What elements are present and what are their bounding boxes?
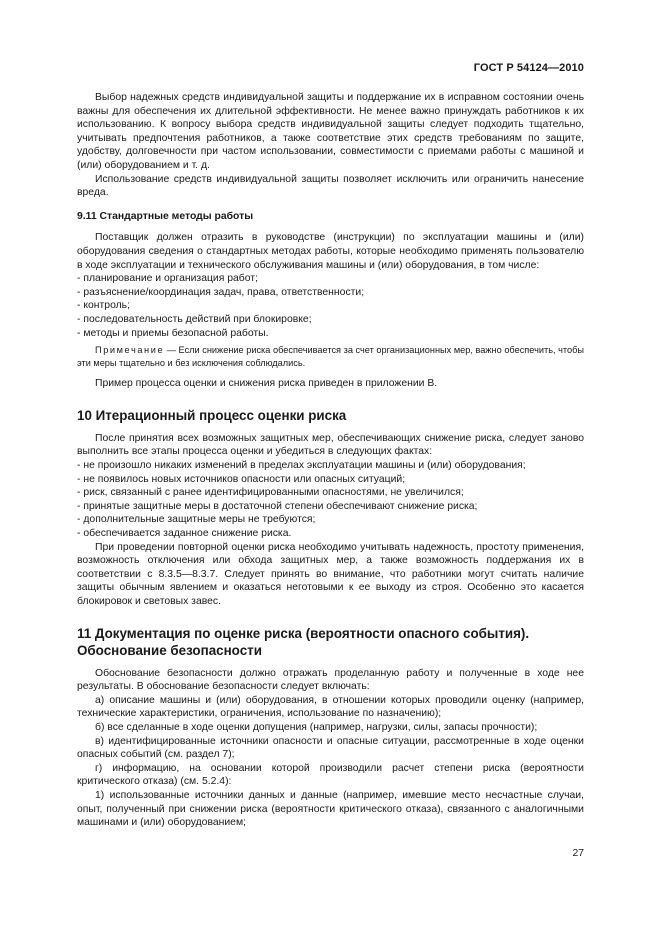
section-11-intro: Обоснование безопасности должно отражать проделанную работу и полученные в ходе нее результаты. В обоснование безопасности следует включать: [77,667,584,693]
section-11-heading-line2: Обоснование безопасности [77,642,262,658]
section-9-11-heading: 9.11 Стандартные методы работы [77,210,254,222]
list-item: - контроль; [77,300,130,312]
page-number: 27 [572,848,584,859]
list-item: - планирование и организация работ; [77,273,258,285]
note-text: — Если снижение риска обеспечивается за счет организационных мер, важно обеспечить, чтобы эти меры тщательно и без исключения соблюдались. [77,345,584,368]
list-item: - дополнительные защитные меры не требуются; [77,514,316,526]
section-10-heading: 10 Итерационный процесс оценки риска [77,407,347,423]
section-10-list [77,459,584,541]
list-item: 1) использованные источники данных и данные (например, имевшие место несчастные случаи, опыт, полученный при снижении риска (вероятности критического отказа), связанного с аналогичными машинами и (или) оборудованием; [77,789,584,829]
list-item: а) описание машины и (или) оборудования, в отношении которых проводили оценку (например, технические характеристики, ограничения, использование по назначению); [77,694,584,720]
list-item: - не произошло никаких изменений в пределах эксплуатации машины и (или) оборудования; [77,460,526,472]
standard-number-header: ГОСТ Р 54124—2010 [473,62,584,74]
list-item: - обеспечивается заданное снижение риска. [77,528,292,540]
list-item: г) информацию, на основании которой производили расчет степени риска (вероятности критического отказа) (см. 5.2.4): [77,762,584,788]
list-item: в) идентифицированные источники опасности и опасные ситуации, рассмотренные в ходе оценки опасных событий (см. раздел 7); [77,735,584,761]
section-11-heading-line1: 11 Документация по оценке риска (вероятности опасного события). [77,625,530,641]
section-10-reassessment: При проведении повторной оценки риска необходимо учитывать надежность, простоту применения, возможность отключения или обхода защитных мер, а также возможность поддержания их в соответствии с 8.3.5—8.3.7. Следует принять во внимание, что работники могут считать наличие защиты обычным явлением и оказаться неготовыми к ее выходу из строя. Особенно это касается блокировок и световых завес. [77,541,584,607]
list-item: - принятые защитные меры в достаточной степени обеспечивают снижение риска; [77,500,478,512]
list-item: - разъяснение/координация задач, права, ответственности; [77,286,365,298]
list-item: - методы и приемы безопасной работы. [77,327,269,339]
list-item: - не появилось новых источников опасности или опасных ситуаций; [77,473,406,485]
note [77,344,584,369]
list-item: - риск, связанный с ранее идентифицированными опасностями, не увеличился; [77,487,464,499]
section-9-11-intro: Поставщик должен отразить в руководстве (инструкции) по эксплуатации машины и (или) оборудования сведения о стандартных методах работы, которые необходимо применять пользователю в ходе эксплуатации и технического обслуживания машины и (или) оборудования, в том числе: [77,232,584,271]
note-label: Примечание [95,345,165,356]
page-content [77,91,584,830]
section-9-11-list [77,272,584,340]
section-10-intro: После принятия всех возможных защитных мер, обеспечивающих снижение риска, следует заново выполнить все этапы процесса оценки и убедиться в следующих фактах: [77,432,584,458]
list-item: - последовательность действий при блокировке; [77,313,312,325]
section-11-heading [77,625,584,659]
paragraph-ppe-usage: Использование средств индивидуальной защиты позволяет исключить или ограничить нанесение вреда. [77,173,584,199]
paragraph-ppe-selection: Выбор надежных средств индивидуальной защиты и поддержание их в исправном состоянии очень важны для обеспечения их длительной эффективности. Не менее важно принуждать работников к их использованию. К вопросу выбора средств индивидуальной защиты следует подходить тщательно, учитывать предпочтения работников, а также соответствие этих средств требованиям по защите, удобству, долговечности при частом использовании, совместимости с приемами работы с машиной и (или) оборудованием и т. д. [77,92,584,171]
list-item: б) все сделанные в ходе оценки допущения (например, нагрузки, силы, запасы прочности); [95,721,538,733]
example-reference: Пример процесса оценки и снижения риска приведен в приложении В. [95,378,438,390]
